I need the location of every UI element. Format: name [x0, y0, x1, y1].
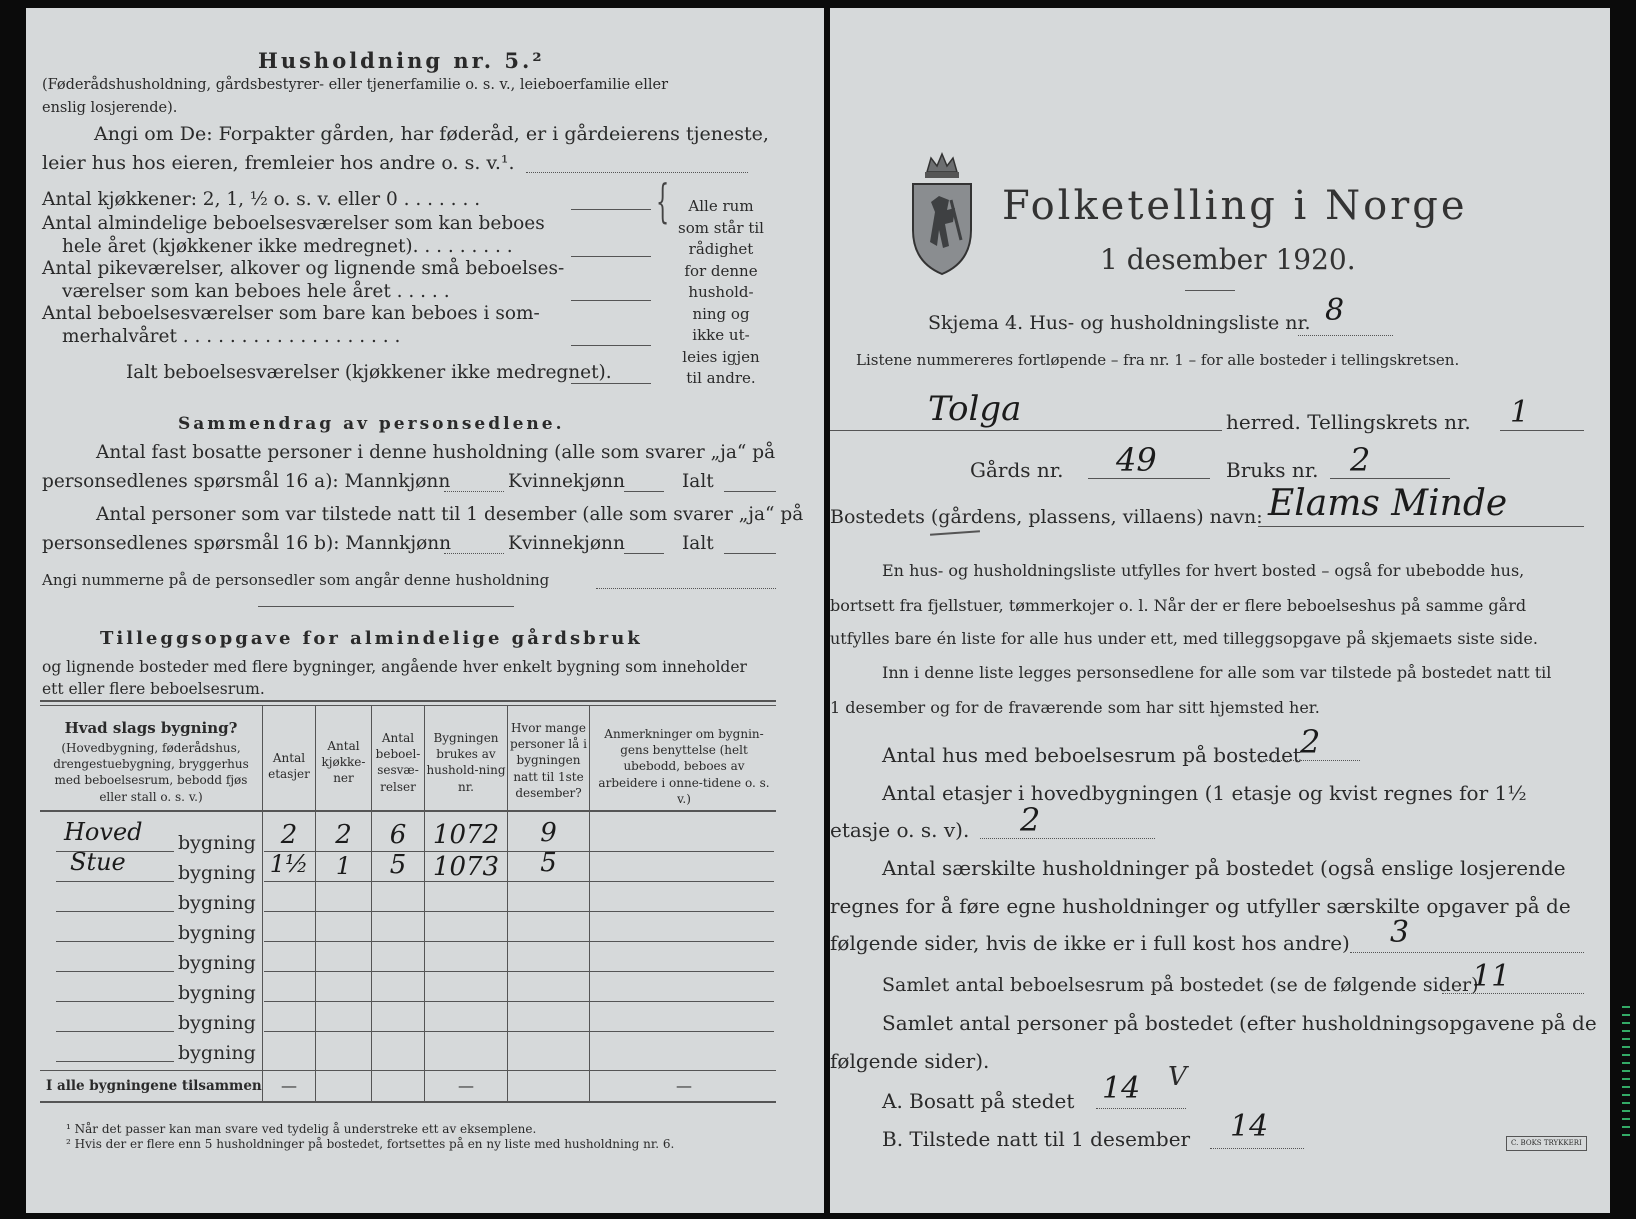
hush-value[interactable]: 3: [1390, 915, 1410, 950]
row-label: bygning: [178, 892, 256, 914]
tillegg-title: Tilleggsopgave for almindelige gårdsbruk: [100, 628, 643, 649]
tellingskrets-value[interactable]: 1: [1510, 395, 1530, 430]
census-date: 1 desember 1920.: [1100, 243, 1356, 276]
gards-label: Gårds nr.: [970, 458, 1064, 482]
cell-rom[interactable]: 5: [389, 850, 407, 880]
pike-label-1: Antal pikeværelser, alkover og lignende små beboelses-: [42, 258, 565, 279]
table-total-rule: [40, 1070, 776, 1071]
side-note-line: ning og: [692, 304, 750, 323]
total-anmerkninger: —: [676, 1076, 692, 1095]
row-rule: [264, 971, 774, 972]
bosted-label: Bostedets (gårdens, plassens, villaens) navn:: [830, 506, 1263, 528]
bosatt-value[interactable]: 14: [1102, 1071, 1141, 1106]
header-building-desc: (Hovedbygning, føderådshus, drengestuebygning, bryggerhus med beboelsesrum, bebodd fjøs eller stall o. s. v.): [53, 741, 249, 804]
rooms-label-1: Antal almindelige beboelsesværelser som kan beboes: [42, 213, 545, 234]
row-label: bygning: [178, 952, 256, 974]
instruction-1: En hus- og husholdningsliste utfylles for hvert bosted – også for ubebodde hus,: [882, 561, 1525, 580]
footnote-1: ¹ Når det passer kan man svare ved tydelig å understreke ett av eksemplene.: [66, 1122, 537, 1136]
brace: {: [656, 174, 670, 228]
hush-line-2: regnes for å føre egne husholdninger og utfyller særskilte opgaver på de: [830, 894, 1571, 918]
row-line: [56, 1001, 174, 1002]
table-top-rule-2: [40, 705, 776, 706]
tillegg-line-1: og lignende bosteder med flere bygninger, angående hver enkelt bygning som inneholder: [42, 658, 747, 676]
tilstede-line: [1210, 1148, 1304, 1149]
kitchens-answer-line[interactable]: [571, 209, 651, 210]
side-note-line: for denne: [684, 261, 758, 280]
bosted-value[interactable]: Elams Minde: [1268, 483, 1508, 524]
row-rule: [264, 1001, 774, 1002]
bosted-line: [1258, 526, 1584, 527]
tilstede-value[interactable]: 14: [1230, 1109, 1269, 1144]
row-line: [56, 971, 174, 972]
gards-value[interactable]: 49: [1116, 441, 1157, 479]
fast-line-1: Antal fast bosatte personer i denne husholdning (alle som svarer „ja“ på: [96, 442, 776, 463]
total-etasjer: —: [281, 1076, 297, 1095]
row-label: bygning: [178, 1042, 256, 1064]
rooms-answer-line[interactable]: [571, 256, 651, 257]
header-husholdning: Bygningen brukes av hushold-ning nr.: [426, 731, 506, 794]
col-divider: [262, 706, 263, 1102]
side-note-line: leies igjen: [682, 347, 760, 366]
side-note: [666, 196, 776, 390]
instruction-3: utfylles bare én liste for alle hus under ett, med tilleggsopgave på skjemaets siste side.: [830, 629, 1538, 648]
bosatt-label: A. Bosatt på stedet: [882, 1089, 1075, 1113]
samlet-pers-line-2: følgende sider).: [830, 1049, 990, 1073]
census-title: Folketelling i Norge: [1002, 183, 1468, 229]
total-husholdning: —: [458, 1076, 474, 1095]
instruction-4: Inn i denne liste legges personsedlene for alle som var tilstede på bostedet natt til: [882, 663, 1552, 682]
row-line: [56, 1061, 174, 1062]
etasjer-line-2: etasje o. s. v).: [830, 818, 970, 842]
table-top-rule: [40, 700, 776, 702]
header-personer: Hvor mange personer lå i bygningen natt til 1ste desember?: [510, 721, 587, 800]
skjema-value[interactable]: 8: [1325, 293, 1345, 328]
right-page: [830, 8, 1610, 1213]
samlet-pers-line-1: Samlet antal personer på bostedet (efter husholdningsopgavene på de: [882, 1011, 1597, 1035]
angi-answer-line[interactable]: [526, 172, 748, 173]
cell-husholdning[interactable]: 1072: [432, 820, 500, 850]
tilstede-mann-line[interactable]: [444, 553, 504, 554]
fast-kvinne-line[interactable]: [624, 491, 664, 492]
instruction-5: 1 desember og for de fraværende som har sitt hjemsted her.: [830, 698, 1320, 717]
cell-personer[interactable]: 9: [540, 818, 557, 848]
col-divider: [589, 706, 590, 1102]
cell-etasjer[interactable]: 1½: [269, 850, 309, 878]
angi-line-2: leier hus hos eieren, fremleier hos andre o. s. v.¹.: [42, 152, 515, 174]
total-rooms-label: Ialt beboelsesværelser (kjøkkener ikke medregnet).: [126, 362, 612, 383]
etasjer-line-1: Antal etasjer i hovedbygningen (1 etasje og kvist regnes for 1½: [882, 781, 1527, 805]
hush-line-1: Antal særskilte husholdninger på bostedet (også enslige losjerende: [882, 856, 1566, 880]
cell-rom[interactable]: 6: [389, 820, 407, 850]
household-paren-2: enslig losjerende).: [42, 100, 178, 116]
tilstede-line-1: Antal personer som var tilstede natt til 1 desember (alle som svarer „ja“ på: [96, 504, 804, 525]
summer-answer-line[interactable]: [571, 345, 651, 346]
bruks-value[interactable]: 2: [1350, 441, 1371, 479]
skjema-label: Skjema 4. Hus- og husholdningsliste nr.: [928, 312, 1311, 334]
cell-kjokken[interactable]: 1: [335, 852, 352, 880]
row-label: bygning: [178, 1012, 256, 1034]
household-paren-1: (Føderådshusholdning, gårdsbestyrer- eller tjenerfamilie o. s. v., leieboerfamilie eller: [42, 77, 669, 93]
side-note-line: som står til: [678, 218, 764, 237]
building-name[interactable]: Hoved: [64, 818, 143, 846]
left-page: [26, 8, 824, 1213]
household-title: Husholdning nr. 5.²: [258, 48, 545, 73]
nummerne-line[interactable]: [596, 588, 776, 589]
total-rooms-answer-line[interactable]: [571, 383, 651, 384]
total-row-label: I alle bygningene tilsammen: [46, 1078, 262, 1094]
tilstede-kvinne-line[interactable]: [624, 553, 664, 554]
herred-label: herred. Tellingskrets nr.: [1226, 410, 1471, 434]
pike-label-2: værelser som kan beboes hele året . . . . .: [62, 281, 450, 302]
gards-line: [1088, 478, 1210, 479]
row-line: [56, 941, 174, 942]
pike-answer-line[interactable]: [571, 300, 651, 301]
row-line: [56, 881, 174, 882]
herred-line: [830, 430, 1222, 431]
etasjer-value[interactable]: 2: [1020, 801, 1041, 839]
fast-mann-label: personsedlenes spørsmål 16 a): Mannkjønn: [42, 471, 451, 492]
building-name[interactable]: Stue: [70, 848, 126, 876]
header-anmerkninger: Anmerkninger om bygnin-gens benyttelse (helt ubebodd, beboes av arbeidere i onne-tidene o. s. v.): [598, 727, 770, 806]
col-divider: [315, 706, 316, 1102]
samlet-rum-line: [1442, 993, 1584, 994]
bruks-line: [1330, 478, 1450, 479]
table-bottom-rule: [40, 1101, 776, 1103]
instruction-2: bortsett fra fjellstuer, tømmerkojer o. l. Når der er flere beboelseshus på samme gård: [830, 596, 1527, 615]
cell-kjokken[interactable]: 2: [335, 820, 352, 850]
side-note-line: ikke ut-: [692, 326, 750, 344]
side-note-line: til andre.: [686, 369, 756, 387]
section-divider: [258, 606, 514, 607]
hus-label: Antal hus med beboelsesrum på bostedet: [882, 743, 1301, 767]
header-building-title: Hvad slags bygning?: [64, 719, 238, 737]
cell-husholdning[interactable]: 1073: [432, 852, 500, 882]
cell-etasjer[interactable]: 2: [280, 820, 298, 850]
fast-kvinne-label: Kvinnekjønn: [508, 471, 625, 492]
samlet-rum-value[interactable]: 11: [1472, 959, 1511, 994]
row-label: bygning: [178, 922, 256, 944]
side-note-line: hushold-: [688, 283, 754, 301]
summer-label-2: merhalvåret . . . . . . . . . . . . . . . . . . .: [62, 326, 401, 347]
samlet-rum-label: Samlet antal beboelsesrum på bostedet (se de følgende sider): [882, 974, 1479, 996]
herred-value[interactable]: Tolga: [928, 389, 1022, 429]
row-label: bygning: [178, 982, 256, 1004]
title-divider: [1185, 290, 1235, 291]
tilstede-ialt-label: Ialt: [682, 533, 714, 554]
fast-ialt-label: Ialt: [682, 471, 714, 492]
col-divider: [507, 706, 508, 1102]
tilstede-mann-label: personsedlenes spørsmål 16 b): Mannkjønn: [42, 533, 452, 554]
tilstede-kvinne-label: Kvinnekjønn: [508, 533, 625, 554]
fast-ialt-line[interactable]: [724, 491, 776, 492]
row-label: bygning: [178, 832, 256, 854]
bosatt-line: [1096, 1108, 1186, 1109]
fast-mann-line[interactable]: [444, 491, 504, 492]
side-note-line: rådighet: [688, 240, 754, 258]
row-label: bygning: [178, 862, 256, 884]
row-rule: [264, 881, 774, 882]
hush-line: [1350, 952, 1584, 953]
skjema-line: [1298, 335, 1393, 336]
check-mark-icon: V: [1168, 1062, 1187, 1092]
printer-mark: C. BOKS TRYKKERI: [1506, 1136, 1587, 1151]
col-divider: [371, 706, 372, 1102]
row-line: [56, 1031, 174, 1032]
row-rule: [264, 911, 774, 912]
scan-edge-marks: [1622, 1000, 1630, 1140]
gardens-underline: [930, 530, 980, 535]
header-rom: Antal beboel-sesvæ-relser: [375, 731, 421, 794]
kitchens-label: Antal kjøkkener: 2, 1, ½ o. s. v. eller 0 . . . . . . .: [42, 189, 481, 210]
etasjer-line: [980, 838, 1155, 839]
bruks-label: Bruks nr.: [1226, 458, 1319, 482]
nummerne-label: Angi nummerne på de personsedler som angår denne husholdning: [42, 571, 550, 589]
tilstede-label: B. Tilstede natt til 1 desember: [882, 1127, 1191, 1151]
table-header-rule: [40, 810, 776, 812]
coat-of-arms-icon: [905, 150, 979, 278]
tillegg-line-2: ett eller flere beboelsesrum.: [42, 680, 265, 698]
summer-label-1: Antal beboelsesværelser som bare kan beboes i som-: [42, 303, 540, 324]
listene-note: Listene nummereres fortløpende – fra nr. 1 – for alle bosteder i tellingskretsen.: [856, 351, 1460, 369]
hush-line-3: følgende sider, hvis de ikke er i full kost hos andre): [830, 931, 1350, 955]
row-rule: [264, 941, 774, 942]
header-etasjer: Antal etasjer: [268, 751, 310, 782]
tellingskrets-line: [1500, 430, 1584, 431]
rooms-label-2: hele året (kjøkkener ikke medregnet). . . . . . . . .: [62, 236, 513, 257]
summary-title: Sammendrag av personsedlene.: [178, 414, 565, 434]
angi-line-1: Angi om De: Forpakter gården, har føderåd, er i gårdeierens tjeneste,: [94, 123, 769, 145]
row-line: [56, 911, 174, 912]
cell-personer[interactable]: 5: [540, 848, 557, 878]
hus-line: [1260, 760, 1360, 761]
header-kjokkener: Antal kjøkke-ner: [321, 739, 366, 786]
side-note-line: Alle rum: [688, 197, 754, 215]
col-divider: [424, 706, 425, 1102]
hus-value[interactable]: 2: [1300, 723, 1321, 761]
row-rule: [264, 1031, 774, 1032]
tilstede-ialt-line[interactable]: [724, 553, 776, 554]
footnote-2: ² Hvis der er flere enn 5 husholdninger på bostedet, fortsettes på en ny liste med husholdning nr. 6.: [66, 1137, 675, 1151]
